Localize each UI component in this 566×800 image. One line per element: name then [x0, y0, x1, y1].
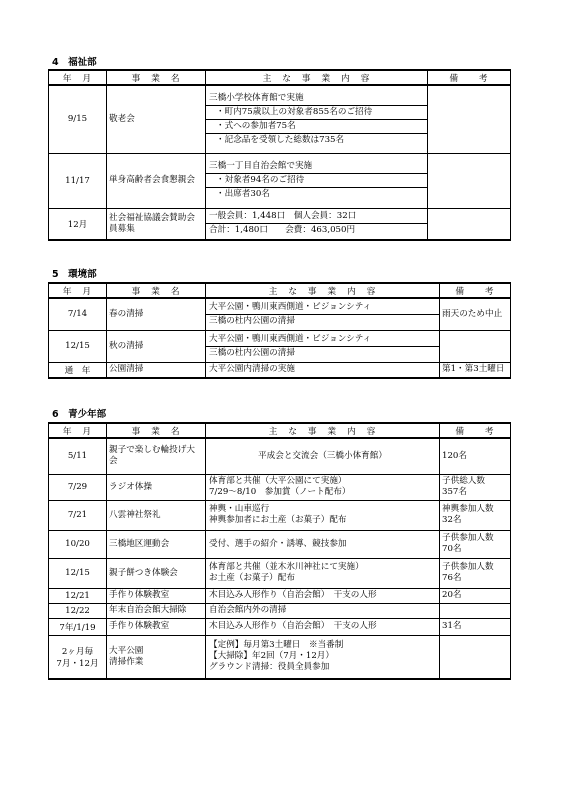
row-note: 120名 [440, 438, 511, 474]
content-line: ・式への参加者75名 [206, 119, 427, 133]
header-content: 主 な 事 業 内 容 [206, 283, 440, 298]
content-line: 三橋の杜内公園の清掃 [206, 346, 439, 360]
row-content [206, 530, 440, 558]
row-note: 神輿参加人数 32名 [440, 500, 511, 530]
row-note: 子供総人数 357名 [440, 474, 511, 500]
content-line: 三橋一丁目自治会館で実施 [209, 161, 313, 171]
content-line: 大平公園内清掃の実施 [209, 364, 295, 375]
table-row [49, 208, 511, 240]
row-date: 7/14 [49, 298, 107, 330]
table-row [49, 635, 511, 679]
row-event-name: 八雲神社祭礼 [107, 500, 206, 530]
row-event-name: 秋の清掃 [107, 330, 206, 362]
content-line: ・出席者30名 [206, 187, 427, 201]
row-event-name: 春の清掃 [107, 298, 206, 330]
row-note: 雨天のため中止 [440, 298, 511, 330]
row-date: 12/15 [49, 330, 107, 362]
row-date: 7/21 [49, 500, 107, 530]
row-content [206, 208, 428, 240]
welfare-section-title: 4 福祉部 [52, 57, 97, 68]
row-note: 子供参加人数 70名 [440, 530, 511, 558]
row-date: 12/15 [49, 558, 107, 588]
row-content [206, 474, 440, 500]
table-row [49, 603, 511, 618]
row-note: 子供参加人数 76名 [440, 558, 511, 588]
row-date: 9/15 [49, 85, 107, 153]
row-note [428, 208, 511, 240]
row-date: 7年/1/19 [49, 618, 107, 635]
row-event-name: 単身高齢者会食懇親会 [107, 153, 206, 208]
row-date: 12/21 [49, 588, 107, 603]
row-content [206, 558, 440, 588]
header-name: 事 業 名 [107, 70, 206, 85]
row-note [440, 330, 511, 362]
table-row [49, 474, 511, 500]
row-date: 通 年 [49, 362, 107, 378]
content-line: 一般会員：1,448口 個人会員：32口 [209, 211, 357, 222]
row-event-name: 手作り体験教室 [107, 588, 206, 603]
row-content [206, 85, 428, 153]
row-date: 12月 [49, 208, 107, 240]
table-row [49, 588, 511, 603]
row-event-name: 三橋地区運動会 [107, 530, 206, 558]
row-date: 12/22 [49, 603, 107, 618]
row-event-name: 親子餅つき体験会 [107, 558, 206, 588]
row-note: 第1・第3土曜日 [440, 362, 511, 378]
header-date: 年 月 [49, 70, 107, 85]
row-content [206, 618, 440, 635]
content-text: 平成会と交流会（三橋小体育館） [258, 450, 387, 461]
table-row [49, 362, 511, 378]
environment-table [48, 282, 511, 379]
row-note: 20名 [440, 588, 511, 603]
row-date: 2ヶ月毎 7月・12月 [49, 635, 107, 679]
row-note [440, 603, 511, 618]
header-date: 年 月 [49, 423, 107, 438]
row-content [206, 588, 440, 603]
content-line: 合計：1,480口 会費：463,050円 [206, 223, 427, 237]
content-text: 【定例】毎月第3土曜日 ※当番制 【大掃除】年2回（7月・12月） グラウンド清掃：役員全員参加 [209, 640, 344, 673]
row-content [206, 500, 440, 530]
content-text: 木目込み人形作り（自治会館） 干支の人形 [209, 621, 377, 631]
row-event-name: 敬老会 [107, 85, 206, 153]
content-text: 木目込み人形作り（自治会館） 干支の人形 [209, 590, 377, 600]
youth-section-title: 6 青少年部 [52, 409, 107, 420]
content-line: 大平公園・鴨川東西側道・ビジョンシティ [209, 333, 372, 344]
row-event-name: ラジオ体操 [107, 474, 206, 500]
youth-table [48, 422, 511, 680]
row-event-name: 公園清掃 [107, 362, 206, 378]
row-event-name: 親子で楽しむ輪投げ大会 [107, 438, 206, 474]
row-note: 31名 [440, 618, 511, 635]
content-text: 神輿・山車巡行 神輿参加者にお土産（お菓子）配布 [209, 504, 347, 525]
table-row [49, 298, 511, 330]
table-row [49, 330, 511, 362]
welfare-table [48, 69, 511, 241]
header-name: 事 業 名 [107, 283, 206, 298]
content-line: 大平公園・鴨川東西側道・ビジョンシティ [209, 301, 372, 312]
row-content [206, 362, 440, 378]
header-note: 備 考 [440, 423, 511, 438]
table-row [49, 558, 511, 588]
table-row [49, 530, 511, 558]
row-date: 10/20 [49, 530, 107, 558]
table-header-row [49, 283, 511, 298]
table-row [49, 500, 511, 530]
row-content [206, 330, 440, 362]
header-name: 事 業 名 [107, 423, 206, 438]
table-header-row [49, 423, 511, 438]
row-date: 7/29 [49, 474, 107, 500]
table-row [49, 438, 511, 474]
table-row [49, 618, 511, 635]
header-content: 主 な 事 業 内 容 [206, 70, 428, 85]
header-note: 備 考 [428, 70, 511, 85]
content-text: 自治会館内外の清掃 [209, 605, 287, 615]
content-text: 受付、選手の紹介・誘導、競技参加 [209, 538, 347, 549]
content-text: 体育部と共催（大平公園にて実施） 7/29～8/10 参加賞（ノート配布） [209, 476, 351, 497]
row-event-name: 年末自治会館大掃除 [107, 603, 206, 618]
table-header-row [49, 70, 511, 85]
row-content [206, 635, 440, 679]
header-date: 年 月 [49, 283, 107, 298]
row-note [428, 85, 511, 153]
row-event-name: 大平公園 清掃作業 [107, 635, 206, 679]
row-date: 11/17 [49, 153, 107, 208]
row-content [206, 153, 428, 208]
row-event-name: 社会福祉協議会賛助会員募集 [107, 208, 206, 240]
row-date: 5/11 [49, 438, 107, 474]
content-line: 三橋の杜内公園の清掃 [206, 314, 439, 328]
row-content [206, 298, 440, 330]
row-content [206, 438, 440, 474]
content-line: ・町内75歳以上の対象者855名のご招待 [206, 105, 427, 119]
row-event-name: 手作り体験教室 [107, 618, 206, 635]
table-row [49, 153, 511, 208]
environment-section-title: 5 環境部 [52, 269, 97, 280]
row-content [206, 603, 440, 618]
row-note [440, 635, 511, 679]
content-line: ・対象者94名のご招待 [206, 173, 427, 187]
header-note: 備 考 [440, 283, 511, 298]
table-row [49, 85, 511, 153]
row-note [428, 153, 511, 208]
content-line: ・記念品を受領した総数は735名 [206, 133, 427, 147]
content-line: 三橋小学校体育館で実施 [209, 92, 304, 103]
header-content: 主 な 事 業 内 容 [206, 423, 440, 438]
content-text: 体育部と共催（並木氷川神社にて実施） お土産（お菓子）配布 [209, 562, 364, 583]
